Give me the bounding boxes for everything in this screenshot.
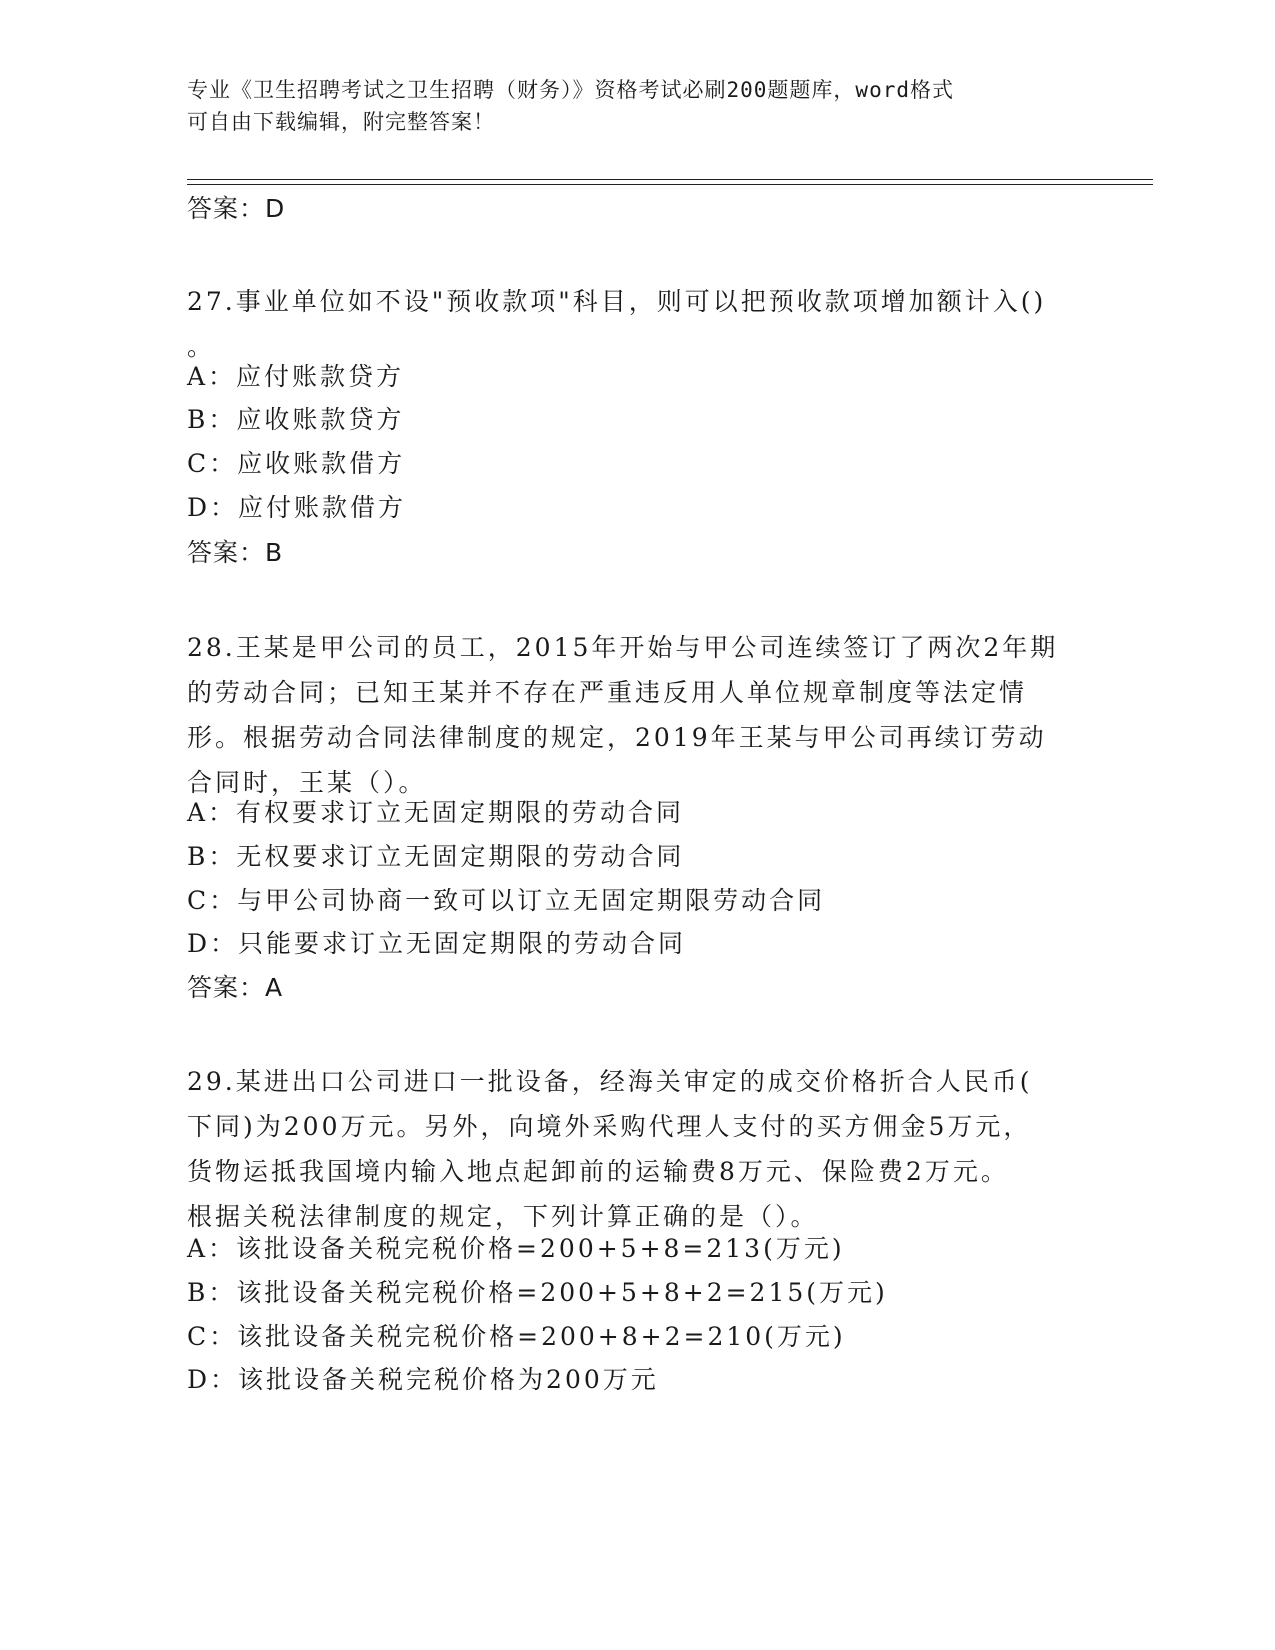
option-d: D：该批设备关税完税价格为200万元: [187, 1365, 659, 1394]
option-c: C：应收账款借方: [187, 449, 406, 478]
option-d: D：应付账款借方: [187, 493, 407, 522]
question-line: 。: [187, 332, 216, 361]
option-b: B：应收账款贷方: [187, 405, 405, 434]
question-line: 29.某进出口公司进口一批设备，经海关审定的成交价格折合人民币(: [187, 1067, 1033, 1096]
answer-27: 答案：B: [187, 538, 284, 567]
question-line: 根据关税法律制度的规定，下列计算正确的是（）。: [187, 1202, 819, 1231]
question-29: [187, 1059, 1092, 1239]
question-line: 28.王某是甲公司的员工，2015年开始与甲公司连续签订了两次2年期: [187, 633, 1059, 662]
question-line: 的劳动合同；已知王某并不存在严重违反用人单位规章制度等法定情: [187, 678, 1028, 707]
option-c: C：与甲公司协商一致可以订立无固定期限劳动合同: [187, 886, 826, 915]
question-line: 下同)为200万元。另外，向境外采购代理人支付的买方佣金5万元，: [187, 1112, 1032, 1141]
question-line: 27.事业单位如不设"预收款项"科目，则可以把预收款项增加额计入(): [187, 287, 1047, 316]
option-b: B：无权要求订立无固定期限的劳动合同: [187, 842, 685, 871]
header-divider: [187, 184, 1153, 185]
question-27: [187, 279, 1092, 369]
option-c: C：该批设备关税完税价格=200+8+2=210(万元): [187, 1322, 846, 1351]
header-line-1: 专业《卫生招聘考试之卫生招聘（财务）》资格考试必刷200题题库，word格式: [187, 78, 954, 102]
option-a: A：有权要求订立无固定期限的劳动合同: [187, 798, 685, 827]
header-divider: [187, 179, 1153, 180]
header-line-2: 可自由下载编辑，附完整答案！: [187, 110, 495, 134]
option-b: B：该批设备关税完税价格=200+5+8+2=215(万元): [187, 1278, 888, 1307]
answer-28: 答案：A: [187, 973, 284, 1002]
answer-previous: 答案：D: [187, 194, 286, 223]
option-d: D：只能要求订立无固定期限的劳动合同: [187, 929, 687, 958]
document-header: [187, 74, 1087, 138]
question-line: 货物运抵我国境内输入地点起卸前的运输费8万元、保险费2万元。: [187, 1157, 1009, 1186]
option-a: A：应付账款贷方: [187, 362, 405, 391]
question-line: 合同时，王某（）。: [187, 768, 427, 797]
option-a: A：该批设备关税完税价格=200+5+8=213(万元): [187, 1234, 845, 1263]
question-line: 形。根据劳动合同法律制度的规定，2019年王某与甲公司再续订劳动: [187, 723, 1047, 752]
question-28: [187, 625, 1092, 805]
